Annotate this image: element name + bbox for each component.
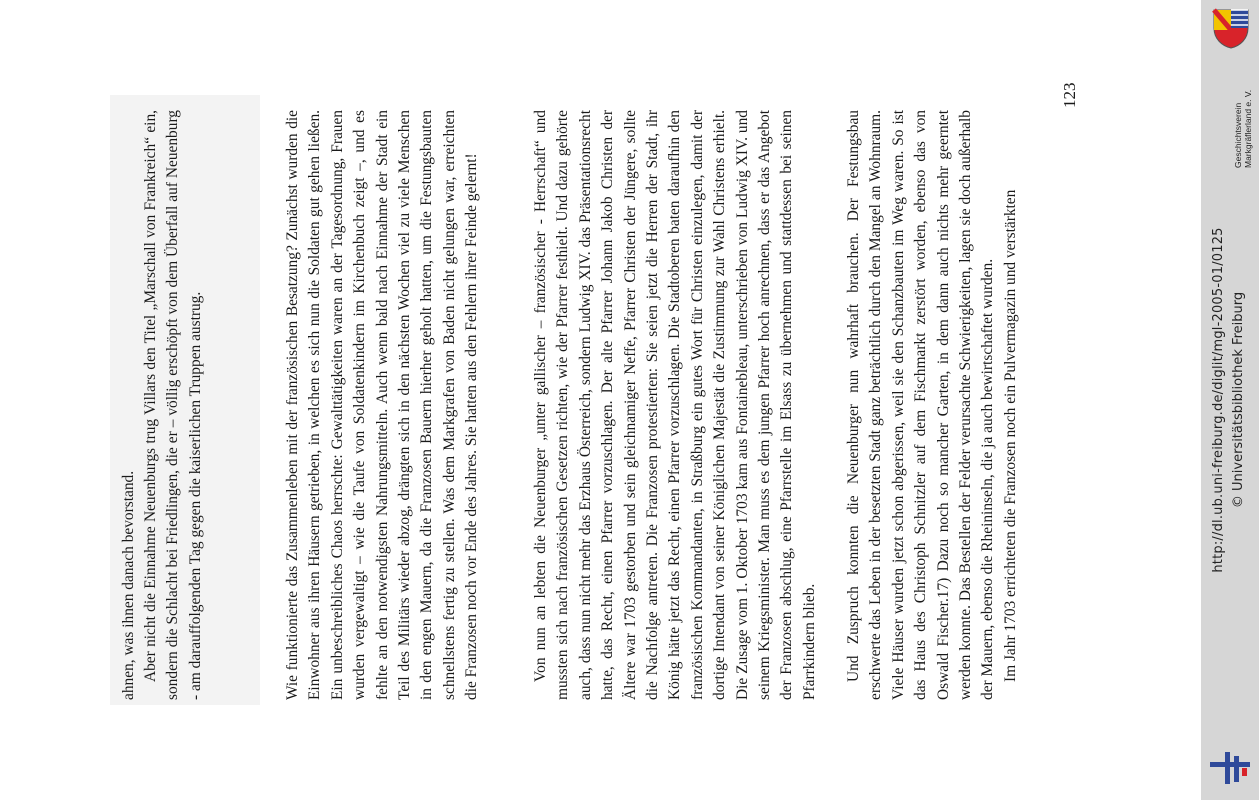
coat-of-arms-icon xyxy=(1208,6,1254,50)
body-paragraph: Und Zuspruch konnten die Neuenburger nun wahrhaft brauchen. Der Festungsbau erschwerte das Leben in der besetzten Stadt ganz beträchtlich durch den Mangel an Wohnraum. Viele Häuser wurden jetzt schon abgerissen, weil sie den Schanzbauten im Weg waren. So ist das Haus des Christoph Schnitzler auf dem Fischmarkt zerstört worden, ebenso das von Oswald Fischer.17) Dazu noch so mancher Garten, in dem dann auch nichts mehr geerntet werden konnte. Das Bestellen der Felder verursachte Schwierigkeiten, lagen sie doch außerhalb der Mauern, ebenso die Rheininseln, die ja auch bewirtschaftet wurden. xyxy=(845,110,997,700)
copyright-notice: © Universitätsbibliothek Freiburg xyxy=(1231,291,1246,509)
sidebar xyxy=(1201,0,1259,800)
body-paragraph: Wie funktionierte das Zusammenleben mit der französischen Besatzung? Zunächst wurden die Einwohner aus ihren Häusern getrieben, in welchen es sich nun die Soldaten gut gehen ließen. Ein unbeschreibliches Chaos herrschte: Gewalttätigkeiten waren an der Tagesordnung, Frauen wurden vergewaltigt – wie die Taufe von Soldatenkindern im Kirchenbuch zeigt –, und es fehlte an den notwendigsten Nahrungsmitteln. Auch wenn bald nach Einnahme der Stadt ein Teil des Militärs wieder abzog, drängten sich in den nächsten Wochen viel zu viele Menschen in den engen Mauern, da die Franzosen Bauern hierher geholt hatten, um die Festungsbauten schnellstens fertig zu stellen. Was dem Markgrafen von Baden nicht gelungen war, erreichten die Franzosen noch vor Ende des Jahres. Sie hatten aus den Fehlern ihrer Feinde gelernt! xyxy=(284,110,481,700)
box-paragraph: ahnen, was ihnen danach bevorstand. xyxy=(120,470,137,700)
box-paragraph: Aber nicht die Einnahme Neuenburgs trug Villars den Titel „Marschall von Frankreich“ ein, sondern die Schlacht bei Friedlingen, die er – völlig erschöpft von dem Überfall auf Neuenburg - am darauffolgenden Tag gegen die kaiserlichen Truppen austrug. xyxy=(142,110,204,700)
society-name-line: Geschichtsverein xyxy=(1233,102,1243,168)
page-number: 123 xyxy=(1060,82,1079,108)
ub-freiburg-logo-icon xyxy=(1208,748,1252,788)
body-paragraph: Im Jahr 1703 errichteten die Franzosen noch ein Pulvermagazin und verstärkten xyxy=(1002,189,1019,682)
society-name-line: Markgräflerland e. V. xyxy=(1243,89,1253,168)
permalink-url[interactable]: http://dl.ub.uni-freiburg.de/diglit/mgl-2005-01/0125 xyxy=(1211,227,1226,573)
body-paragraph: Von nun an lebten die Neuenburger „unter gallischer – französischer - Herrschaft“ und mussten sich nach französischen Gesetzen richten, wie der Pfarrer festhielt. Und dazu gehörte auch, dass nun nicht mehr das Erzhaus Österreich, sondern Ludwig XIV. das Präsentationsrecht hatte, das Recht, einen Pfarrer vorzuschlagen. Der alte Pfarrer Johann Jakob Christen der Ältere war 1703 gestorben und sein gleichnamiger Neffe, Pfarrer Christen der Jüngere, sollte die Nachfolge antreten. Die Franzosen protestierten: Sie seien jetzt die Herren der Stadt, ihr König hätte jetzt das Recht, einen Pfarrer vorzuschlagen. Die Stadtoberen baten daraufhin den französischen Kommandanten, in Straßburg ein gutes Wort für Christen einzulegen, damit der dortige Intendant von seiner Königlichen Majestät die Zustimmung zur Wahl Christens erhielt. Die Zusage vom 1. Oktober 1703 kam aus Fontainebleau, unterschrieben von Ludwig XIV. und seinem Kriegsminister. Man muss es dem jungen Pfarrer hoch anrechnen, dass er das Angebot der Franzosen abschlug, eine Pfarrstelle im Elsass zu übernehmen und stattdessen bei seinen Pfarrkindern blieb. xyxy=(532,110,818,700)
